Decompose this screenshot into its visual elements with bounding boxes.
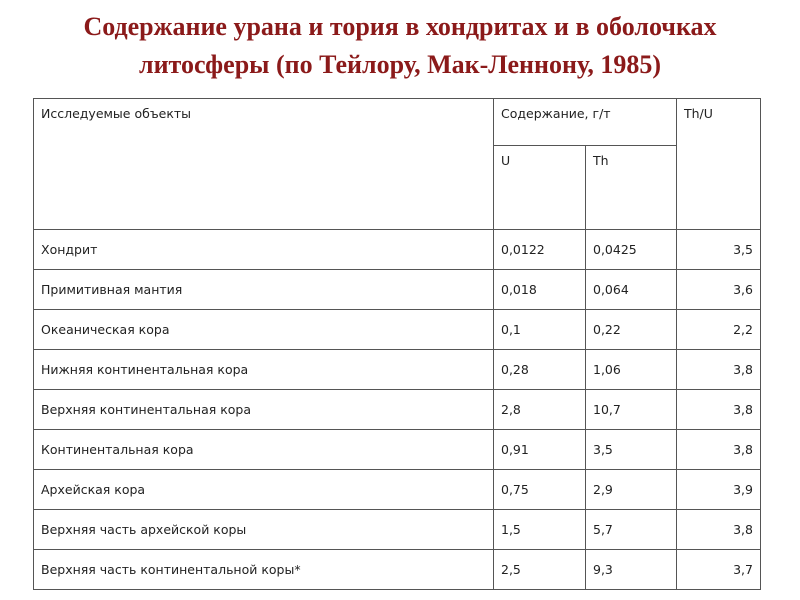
row-ratio: 3,8: [677, 510, 761, 550]
row-u: 0,1: [494, 310, 586, 350]
row-name: Примитивная мантия: [34, 270, 494, 310]
row-u: 0,91: [494, 430, 586, 470]
row-ratio: 3,6: [677, 270, 761, 310]
row-u: 0,0122: [494, 230, 586, 270]
header-objects: Исследуемые объекты: [34, 99, 494, 230]
row-name: Верхняя часть архейской коры: [34, 510, 494, 550]
table-row: [34, 270, 761, 310]
row-u: 2,8: [494, 390, 586, 430]
row-ratio: 2,2: [677, 310, 761, 350]
table-header-row: [34, 99, 761, 146]
table-row: [34, 510, 761, 550]
table-row: [34, 470, 761, 510]
row-u: 0,28: [494, 350, 586, 390]
table-row: [34, 430, 761, 470]
row-th: 10,7: [586, 390, 677, 430]
row-th: 3,5: [586, 430, 677, 470]
row-th: 1,06: [586, 350, 677, 390]
row-ratio: 3,8: [677, 350, 761, 390]
row-name: Верхняя часть континентальной коры*: [34, 550, 494, 590]
table-row: [34, 350, 761, 390]
table-row: [34, 230, 761, 270]
header-u: U: [494, 146, 586, 230]
row-th: 9,3: [586, 550, 677, 590]
row-th: 0,22: [586, 310, 677, 350]
table-row: [34, 390, 761, 430]
data-table: [33, 98, 761, 590]
row-u: 0,75: [494, 470, 586, 510]
table-row: [34, 550, 761, 590]
page-title-line-2: литосферы (по Тейлору, Мак-Леннону, 1985): [138, 50, 661, 79]
row-name: Хондрит: [34, 230, 494, 270]
row-th: 0,064: [586, 270, 677, 310]
page-title-line-1: Содержание урана и тория в хондритах и в оболочках: [83, 12, 717, 41]
row-th: 2,9: [586, 470, 677, 510]
row-u: 1,5: [494, 510, 586, 550]
row-ratio: 3,5: [677, 230, 761, 270]
row-name: Нижняя континентальная кора: [34, 350, 494, 390]
row-ratio: 3,9: [677, 470, 761, 510]
row-th: 5,7: [586, 510, 677, 550]
header-ratio: Th/U: [677, 99, 761, 230]
row-u: 0,018: [494, 270, 586, 310]
table-row: [34, 310, 761, 350]
row-u: 2,5: [494, 550, 586, 590]
row-ratio: 3,8: [677, 430, 761, 470]
header-th: Th: [586, 146, 677, 230]
row-name: Верхняя континентальная кора: [34, 390, 494, 430]
row-ratio: 3,7: [677, 550, 761, 590]
header-content: Содержание, г/т: [494, 99, 677, 146]
row-th: 0,0425: [586, 230, 677, 270]
row-ratio: 3,8: [677, 390, 761, 430]
row-name: Архейская кора: [34, 470, 494, 510]
page-title: [0, 8, 800, 84]
row-name: Континентальная кора: [34, 430, 494, 470]
row-name: Океаническая кора: [34, 310, 494, 350]
